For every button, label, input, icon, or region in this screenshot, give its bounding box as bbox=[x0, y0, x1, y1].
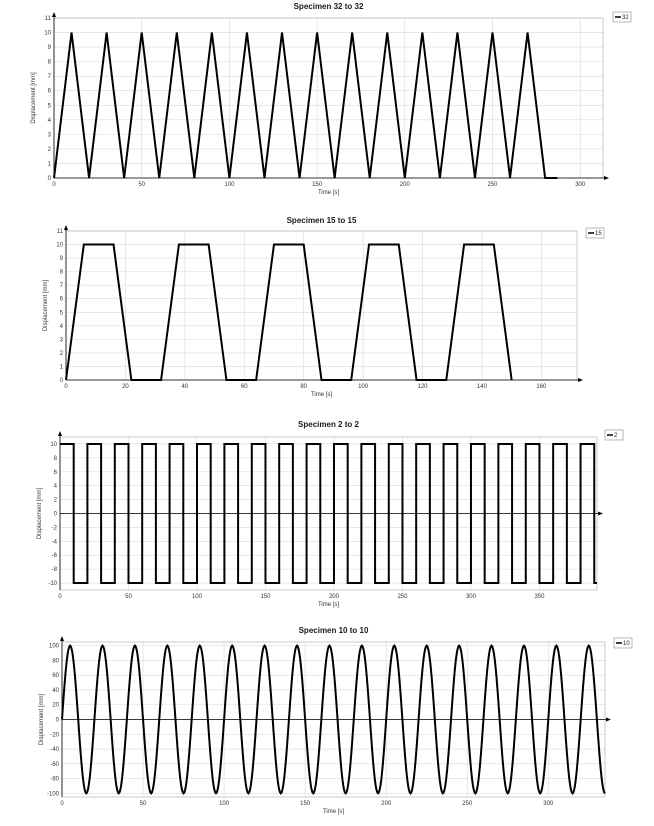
x-tick-label: 300 bbox=[465, 594, 476, 600]
x-tick-label: 100 bbox=[224, 182, 235, 188]
y-tick-label: 100 bbox=[48, 643, 59, 650]
x-tick-label: 40 bbox=[181, 384, 189, 390]
y-tick-label: -60 bbox=[50, 761, 59, 768]
chart-svg bbox=[30, 625, 630, 826]
x-tick-label: 200 bbox=[399, 182, 410, 188]
x-axis-label: Time [s] bbox=[310, 392, 333, 398]
y-axis-arrow bbox=[60, 636, 64, 641]
y-tick-label: -8 bbox=[51, 567, 57, 574]
y-tick-label: -2 bbox=[51, 525, 57, 532]
x-axis-arrow bbox=[606, 718, 611, 722]
x-tick-label: 100 bbox=[358, 384, 369, 390]
x-tick-label: 250 bbox=[487, 182, 498, 188]
chart-svg bbox=[30, 417, 620, 620]
x-tick-label: 0 bbox=[64, 384, 68, 390]
y-tick-label: 4 bbox=[59, 323, 63, 330]
x-tick-label: 140 bbox=[476, 384, 487, 390]
y-tick-label: -10 bbox=[48, 581, 57, 588]
chart-svg bbox=[43, 213, 610, 409]
y-axis-arrow bbox=[64, 225, 68, 230]
y-tick-label: 5 bbox=[47, 103, 51, 110]
y-tick-label: 4 bbox=[47, 117, 51, 124]
x-tick-label: 350 bbox=[534, 594, 545, 600]
chart-title: Specimen 32 to 32 bbox=[293, 2, 364, 11]
y-tick-label: 9 bbox=[47, 45, 51, 52]
chart-panel bbox=[30, 417, 620, 620]
x-tick-label: 150 bbox=[260, 594, 271, 600]
x-tick-label: 50 bbox=[139, 801, 147, 807]
y-tick-label: 0 bbox=[55, 717, 59, 724]
x-tick-label: 120 bbox=[417, 384, 428, 390]
legend-label: 2 bbox=[614, 433, 618, 439]
y-tick-label: -80 bbox=[50, 776, 59, 783]
y-tick-label: 2 bbox=[59, 350, 63, 357]
x-tick-label: 250 bbox=[397, 594, 408, 600]
plot-frame bbox=[66, 231, 577, 380]
x-tick-label: 20 bbox=[122, 384, 129, 390]
x-tick-label: 0 bbox=[60, 801, 64, 807]
chart-panel bbox=[43, 213, 610, 409]
y-tick-label: 2 bbox=[47, 146, 51, 153]
y-axis-label: Displacement [mm] bbox=[37, 487, 43, 540]
x-axis-arrow bbox=[604, 176, 609, 180]
y-axis-arrow bbox=[52, 12, 56, 17]
y-tick-label: 6 bbox=[59, 296, 63, 303]
y-tick-label: 0 bbox=[59, 378, 63, 384]
y-tick-label: 2 bbox=[53, 497, 57, 504]
chart-title: Specimen 15 to 15 bbox=[286, 216, 357, 225]
x-tick-label: 300 bbox=[575, 182, 586, 188]
y-tick-label: -4 bbox=[51, 539, 57, 546]
y-tick-label: 10 bbox=[44, 30, 51, 37]
x-tick-label: 100 bbox=[191, 594, 202, 600]
legend bbox=[586, 228, 604, 238]
legend-label: 32 bbox=[622, 15, 629, 21]
x-tick-label: 50 bbox=[138, 182, 146, 188]
x-tick-label: 250 bbox=[462, 801, 473, 807]
y-tick-label: 10 bbox=[56, 242, 63, 249]
x-tick-label: 300 bbox=[543, 801, 554, 807]
y-tick-label: 6 bbox=[53, 469, 57, 476]
chart-title: Specimen 2 to 2 bbox=[298, 420, 359, 429]
legend bbox=[605, 430, 623, 440]
y-tick-label: 0 bbox=[53, 511, 57, 518]
y-tick-label: 10 bbox=[50, 441, 57, 448]
y-axis-label: Displacement [mm] bbox=[43, 279, 49, 332]
y-axis-label: Displacement [mm] bbox=[31, 72, 37, 124]
y-tick-label: 6 bbox=[47, 88, 51, 95]
chart-title: Specimen 10 to 10 bbox=[298, 626, 369, 635]
y-tick-label: 3 bbox=[47, 132, 51, 139]
x-tick-label: 200 bbox=[381, 801, 392, 807]
chart-svg bbox=[30, 0, 629, 205]
x-axis-arrow bbox=[598, 512, 603, 516]
y-tick-label: 0 bbox=[47, 176, 51, 182]
y-tick-label: 1 bbox=[59, 364, 63, 371]
y-tick-label: 4 bbox=[53, 483, 57, 490]
y-axis-arrow bbox=[58, 431, 62, 436]
y-tick-label: 8 bbox=[53, 455, 57, 462]
x-tick-label: 0 bbox=[58, 594, 62, 600]
y-tick-label: 7 bbox=[47, 74, 51, 81]
y-tick-label: 5 bbox=[59, 310, 63, 317]
y-tick-label: 9 bbox=[59, 256, 63, 263]
x-axis-arrow bbox=[578, 378, 583, 382]
x-tick-label: 50 bbox=[125, 594, 132, 600]
y-tick-label: 7 bbox=[59, 283, 63, 290]
y-tick-label: 3 bbox=[59, 337, 63, 344]
y-tick-label: 11 bbox=[44, 16, 51, 22]
x-tick-label: 100 bbox=[219, 801, 230, 807]
y-tick-label: 8 bbox=[59, 269, 63, 276]
legend-label: 10 bbox=[623, 641, 630, 647]
y-tick-label: 80 bbox=[52, 658, 59, 665]
y-tick-label: 60 bbox=[52, 673, 59, 680]
y-tick-label: 11 bbox=[56, 229, 63, 235]
x-tick-label: 150 bbox=[300, 801, 311, 807]
y-tick-label: -100 bbox=[46, 791, 59, 798]
y-axis-label: Displacement [mm] bbox=[39, 693, 45, 746]
y-tick-label: -20 bbox=[50, 732, 59, 739]
y-tick-label: 40 bbox=[52, 687, 59, 694]
y-tick-label: -6 bbox=[51, 553, 57, 560]
chart-panel bbox=[30, 0, 629, 205]
x-axis-label: Time [s] bbox=[317, 602, 340, 608]
y-tick-label: 1 bbox=[47, 161, 51, 168]
legend bbox=[614, 638, 632, 648]
y-tick-label: -40 bbox=[50, 747, 59, 754]
y-tick-label: 20 bbox=[52, 702, 59, 709]
x-tick-label: 160 bbox=[536, 384, 547, 390]
x-axis-label: Time [s] bbox=[322, 809, 345, 815]
x-tick-label: 150 bbox=[312, 182, 323, 188]
legend bbox=[613, 12, 631, 22]
legend-label: 15 bbox=[595, 231, 602, 237]
x-tick-label: 200 bbox=[328, 594, 339, 600]
x-axis-label: Time [s] bbox=[317, 190, 340, 196]
chart-panel bbox=[30, 625, 630, 826]
x-tick-label: 60 bbox=[240, 384, 248, 390]
y-tick-label: 8 bbox=[47, 59, 51, 66]
x-tick-label: 80 bbox=[300, 384, 308, 390]
x-tick-label: 0 bbox=[52, 182, 56, 188]
